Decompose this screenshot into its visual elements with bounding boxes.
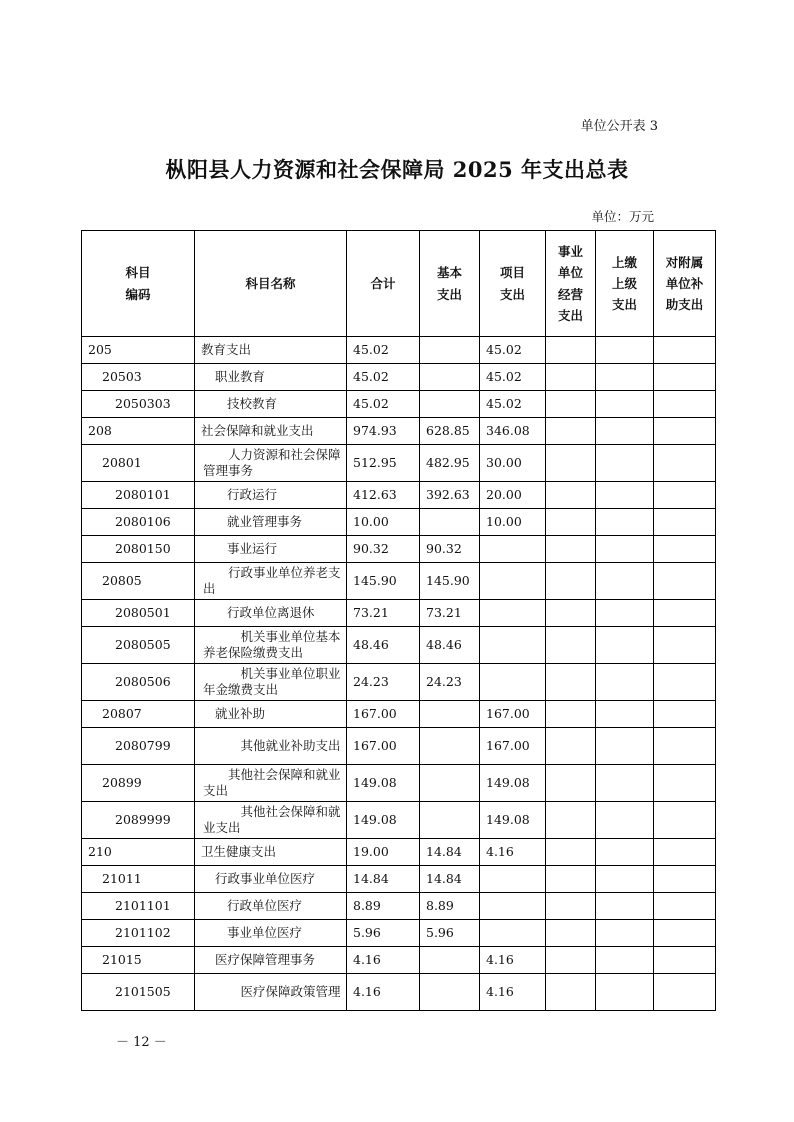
basic-cell: [420, 728, 480, 765]
total-cell: 145.90: [347, 563, 420, 600]
project-cell: [480, 627, 546, 664]
operating-cell: [546, 536, 596, 563]
subject-code-cell: 20807: [82, 701, 195, 728]
basic-cell: [420, 765, 480, 802]
superior-cell: [596, 802, 654, 839]
table-row: [82, 893, 716, 920]
operating-cell: [546, 600, 596, 627]
subsidy-cell: [654, 391, 716, 418]
header-project: 项目 支出: [480, 231, 546, 337]
subject-code-cell: 2080101: [82, 482, 195, 509]
superior-cell: [596, 563, 654, 600]
table-row: [82, 701, 716, 728]
basic-cell: 14.84: [420, 839, 480, 866]
basic-cell: 73.21: [420, 600, 480, 627]
page-title: 枞阳县人力资源和社会保障局 2025 年支出总表: [165, 157, 629, 182]
basic-cell: 5.96: [420, 920, 480, 947]
subject-code-cell: 2080106: [82, 509, 195, 536]
subsidy-cell: [654, 509, 716, 536]
subject-name-cell: 行政运行: [195, 482, 347, 509]
subject-name-cell: 就业补助: [195, 701, 347, 728]
table-row: [82, 974, 716, 1011]
subsidy-cell: [654, 418, 716, 445]
header-total: 合计: [347, 231, 420, 337]
table-row: [82, 536, 716, 563]
subsidy-cell: [654, 536, 716, 563]
subject-name-cell: 行政单位离退休: [195, 600, 347, 627]
project-cell: [480, 563, 546, 600]
total-cell: 149.08: [347, 765, 420, 802]
subject-name-cell: 其他社会保障和就业支出: [195, 802, 347, 839]
table-row: [82, 802, 716, 839]
total-cell: 73.21: [347, 600, 420, 627]
basic-cell: 145.90: [420, 563, 480, 600]
subsidy-cell: [654, 701, 716, 728]
subject-code-cell: 205: [82, 337, 195, 364]
basic-cell: [420, 947, 480, 974]
total-cell: 4.16: [347, 947, 420, 974]
subsidy-cell: [654, 445, 716, 482]
basic-cell: [420, 974, 480, 1011]
subject-code-cell: 20805: [82, 563, 195, 600]
subject-code-cell: 2080505: [82, 627, 195, 664]
superior-cell: [596, 765, 654, 802]
superior-cell: [596, 974, 654, 1011]
project-cell: 149.08: [480, 802, 546, 839]
header-name: 科目名称: [195, 231, 347, 337]
subsidy-cell: [654, 482, 716, 509]
subject-name-cell: 行政单位医疗: [195, 893, 347, 920]
subject-name-cell: 行政事业单位养老支出: [195, 563, 347, 600]
operating-cell: [546, 974, 596, 1011]
subject-code-cell: 2080799: [82, 728, 195, 765]
subject-code-cell: 2080506: [82, 664, 195, 701]
project-cell: [480, 536, 546, 563]
subject-code-cell: 2101102: [82, 920, 195, 947]
header-code: 科目 编码: [82, 231, 195, 337]
table-row: [82, 418, 716, 445]
subsidy-cell: [654, 893, 716, 920]
superior-cell: [596, 728, 654, 765]
project-cell: 167.00: [480, 728, 546, 765]
total-cell: 10.00: [347, 509, 420, 536]
basic-cell: 48.46: [420, 627, 480, 664]
subject-code-cell: 2050303: [82, 391, 195, 418]
table-row: [82, 337, 716, 364]
total-cell: 8.89: [347, 893, 420, 920]
unit-label: 单位：万元: [591, 209, 654, 224]
subsidy-cell: [654, 974, 716, 1011]
table-row: [82, 664, 716, 701]
project-cell: 45.02: [480, 364, 546, 391]
table-row: [82, 563, 716, 600]
subject-code-cell: 20899: [82, 765, 195, 802]
total-cell: 24.23: [347, 664, 420, 701]
project-cell: 20.00: [480, 482, 546, 509]
total-cell: 974.93: [347, 418, 420, 445]
subsidy-cell: [654, 920, 716, 947]
total-cell: 45.02: [347, 337, 420, 364]
project-cell: 4.16: [480, 974, 546, 1011]
superior-cell: [596, 337, 654, 364]
superior-cell: [596, 536, 654, 563]
project-cell: 346.08: [480, 418, 546, 445]
subject-code-cell: 208: [82, 418, 195, 445]
table-row: [82, 445, 716, 482]
project-cell: [480, 664, 546, 701]
total-cell: 149.08: [347, 802, 420, 839]
header-superior: 上缴 上级 支出: [596, 231, 654, 337]
operating-cell: [546, 391, 596, 418]
operating-cell: [546, 866, 596, 893]
operating-cell: [546, 839, 596, 866]
operating-cell: [546, 563, 596, 600]
subject-code-cell: 2101505: [82, 974, 195, 1011]
subsidy-cell: [654, 563, 716, 600]
operating-cell: [546, 337, 596, 364]
subject-name-cell: 其他就业补助支出: [195, 728, 347, 765]
table-row: [82, 600, 716, 627]
subject-code-cell: 2089999: [82, 802, 195, 839]
total-cell: 412.63: [347, 482, 420, 509]
basic-cell: [420, 364, 480, 391]
superior-cell: [596, 839, 654, 866]
subsidy-cell: [654, 728, 716, 765]
subsidy-cell: [654, 765, 716, 802]
subsidy-cell: [654, 627, 716, 664]
header-subsidy: 对附属 单位补 助支出: [654, 231, 716, 337]
subject-code-cell: 2101101: [82, 893, 195, 920]
subsidy-cell: [654, 947, 716, 974]
superior-cell: [596, 920, 654, 947]
project-cell: [480, 600, 546, 627]
total-cell: 45.02: [347, 391, 420, 418]
header-operating: 事业 单位 经营 支出: [546, 231, 596, 337]
header-basic: 基本 支出: [420, 231, 480, 337]
superior-cell: [596, 947, 654, 974]
basic-cell: [420, 509, 480, 536]
subsidy-cell: [654, 337, 716, 364]
subject-name-cell: 行政事业单位医疗: [195, 866, 347, 893]
total-cell: 19.00: [347, 839, 420, 866]
subsidy-cell: [654, 600, 716, 627]
superior-cell: [596, 509, 654, 536]
superior-cell: [596, 701, 654, 728]
project-cell: 10.00: [480, 509, 546, 536]
operating-cell: [546, 765, 596, 802]
subject-name-cell: 机关事业单位职业年金缴费支出: [195, 664, 347, 701]
subject-name-cell: 就业管理事务: [195, 509, 347, 536]
subject-name-cell: 技校教育: [195, 391, 347, 418]
table-row: [82, 391, 716, 418]
superior-cell: [596, 893, 654, 920]
subject-name-cell: 事业运行: [195, 536, 347, 563]
subject-code-cell: 210: [82, 839, 195, 866]
operating-cell: [546, 893, 596, 920]
subject-name-cell: 教育支出: [195, 337, 347, 364]
subject-name-cell: 机关事业单位基本养老保险缴费支出: [195, 627, 347, 664]
table-row: [82, 839, 716, 866]
project-cell: 4.16: [480, 947, 546, 974]
table-row: [82, 728, 716, 765]
basic-cell: [420, 701, 480, 728]
total-cell: 14.84: [347, 866, 420, 893]
subject-code-cell: 21011: [82, 866, 195, 893]
project-cell: 45.02: [480, 337, 546, 364]
basic-cell: [420, 337, 480, 364]
page-label: 单位公开表 3: [580, 119, 658, 134]
basic-cell: [420, 802, 480, 839]
expenditure-table: [81, 230, 716, 1011]
subject-code-cell: 2080501: [82, 600, 195, 627]
subject-code-cell: 2080150: [82, 536, 195, 563]
operating-cell: [546, 920, 596, 947]
total-cell: 45.02: [347, 364, 420, 391]
subsidy-cell: [654, 664, 716, 701]
subsidy-cell: [654, 802, 716, 839]
operating-cell: [546, 509, 596, 536]
basic-cell: 24.23: [420, 664, 480, 701]
total-cell: 4.16: [347, 974, 420, 1011]
operating-cell: [546, 364, 596, 391]
project-cell: 167.00: [480, 701, 546, 728]
operating-cell: [546, 445, 596, 482]
project-cell: 4.16: [480, 839, 546, 866]
project-cell: 30.00: [480, 445, 546, 482]
project-cell: [480, 920, 546, 947]
table-row: [82, 482, 716, 509]
superior-cell: [596, 482, 654, 509]
basic-cell: [420, 391, 480, 418]
total-cell: 512.95: [347, 445, 420, 482]
basic-cell: 90.32: [420, 536, 480, 563]
superior-cell: [596, 391, 654, 418]
subject-name-cell: 社会保障和就业支出: [195, 418, 347, 445]
operating-cell: [546, 802, 596, 839]
total-cell: 48.46: [347, 627, 420, 664]
page-number: － 12 －: [116, 1035, 167, 1050]
subject-name-cell: 卫生健康支出: [195, 839, 347, 866]
basic-cell: 482.95: [420, 445, 480, 482]
project-cell: 45.02: [480, 391, 546, 418]
operating-cell: [546, 627, 596, 664]
table-row: [82, 947, 716, 974]
total-cell: 90.32: [347, 536, 420, 563]
superior-cell: [596, 445, 654, 482]
table-body: [82, 337, 716, 1011]
subject-name-cell: 职业教育: [195, 364, 347, 391]
superior-cell: [596, 418, 654, 445]
subject-code-cell: 20503: [82, 364, 195, 391]
subsidy-cell: [654, 364, 716, 391]
total-cell: 5.96: [347, 920, 420, 947]
superior-cell: [596, 364, 654, 391]
subsidy-cell: [654, 866, 716, 893]
table-row: [82, 627, 716, 664]
table-row: [82, 765, 716, 802]
operating-cell: [546, 701, 596, 728]
subject-name-cell: 医疗保障管理事务: [195, 947, 347, 974]
basic-cell: 8.89: [420, 893, 480, 920]
total-cell: 167.00: [347, 701, 420, 728]
subject-name-cell: 人力资源和社会保障管理事务: [195, 445, 347, 482]
project-cell: 149.08: [480, 765, 546, 802]
superior-cell: [596, 866, 654, 893]
operating-cell: [546, 728, 596, 765]
subject-code-cell: 20801: [82, 445, 195, 482]
table-row: [82, 509, 716, 536]
table-row: [82, 364, 716, 391]
superior-cell: [596, 600, 654, 627]
subject-code-cell: 21015: [82, 947, 195, 974]
superior-cell: [596, 664, 654, 701]
table-row: [82, 920, 716, 947]
subject-name-cell: 其他社会保障和就业支出: [195, 765, 347, 802]
operating-cell: [546, 482, 596, 509]
operating-cell: [546, 947, 596, 974]
basic-cell: 392.63: [420, 482, 480, 509]
table-row: [82, 866, 716, 893]
subsidy-cell: [654, 839, 716, 866]
project-cell: [480, 893, 546, 920]
total-cell: 167.00: [347, 728, 420, 765]
subject-name-cell: 事业单位医疗: [195, 920, 347, 947]
project-cell: [480, 866, 546, 893]
subject-name-cell: 医疗保障政策管理: [195, 974, 347, 1011]
operating-cell: [546, 418, 596, 445]
operating-cell: [546, 664, 596, 701]
superior-cell: [596, 627, 654, 664]
basic-cell: 628.85: [420, 418, 480, 445]
basic-cell: 14.84: [420, 866, 480, 893]
